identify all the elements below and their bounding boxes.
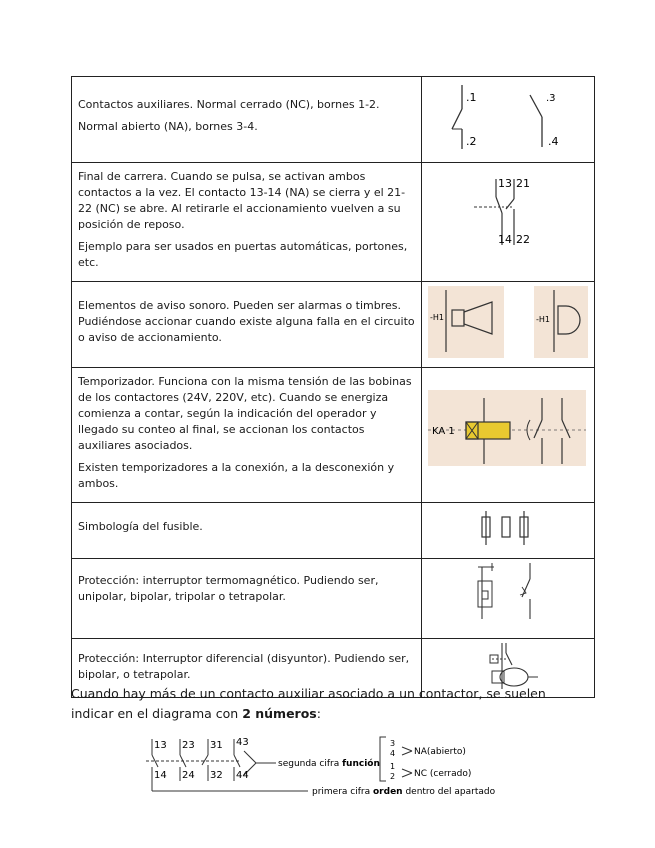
- auxiliary-contacts-symbol: [422, 77, 594, 162]
- first-digit-label: primera cifra: [312, 787, 373, 797]
- num-14: 14: [154, 770, 167, 781]
- description-cell: [72, 163, 422, 282]
- limit-switch-symbol: [422, 163, 594, 277]
- num-31: 31: [210, 740, 223, 751]
- row7-para1: Protección: Interruptor diferencial (disyuntor). Pudiendo ser, bipolar, o tetrapolar.: [78, 652, 410, 681]
- symbol-cell: [422, 282, 595, 368]
- fuse-symbol: [422, 503, 594, 558]
- table-row: [72, 282, 595, 368]
- table-row: [72, 77, 595, 163]
- symbol-table: [71, 76, 595, 698]
- timer-symbol: [422, 368, 594, 496]
- num-13: 13: [154, 740, 167, 751]
- description-cell: [72, 503, 422, 559]
- contact-numbering-intro: [71, 684, 581, 724]
- row2-para2: Ejemplo para ser usados en puertas automáticas, portones, etc.: [78, 240, 408, 269]
- row1-para2: Normal abierto (NA), bornes 3-4.: [78, 120, 258, 133]
- label-14: 14: [498, 233, 512, 246]
- table-row: [72, 503, 595, 559]
- intro-colon: :: [316, 706, 321, 721]
- num-44: 44: [236, 770, 249, 781]
- svg-text:segunda cifra función: [278, 758, 380, 769]
- symbol-cell: [422, 559, 595, 639]
- symbol-cell: [422, 163, 595, 282]
- description-cell: [72, 282, 422, 368]
- description-cell: [72, 77, 422, 163]
- num-23: 23: [182, 740, 195, 751]
- symbol-cell: [422, 77, 595, 163]
- thermomagnetic-breaker-symbol: [422, 559, 594, 638]
- contact-numbering-diagram: [140, 733, 520, 803]
- label-h1-horn: -H1: [430, 313, 444, 322]
- sound-alarm-symbols: [422, 282, 594, 367]
- label-nc-1: .1: [466, 91, 477, 104]
- label-na-4: .4: [548, 135, 559, 148]
- symbol-cell: [422, 503, 595, 559]
- label-ka1: KA 1: [432, 426, 455, 437]
- row4-para2: Existen temporizadores a la conexión, a la desconexión y ambos.: [78, 461, 395, 490]
- na-num-3: 3: [390, 739, 396, 748]
- intro-bold: 2 números: [242, 706, 317, 721]
- first-digit-bold: orden: [373, 787, 403, 797]
- table-row: [72, 368, 595, 503]
- row3-para1: Elementos de aviso sonoro. Pueden ser alarmas o timbres. Pudiéndose accionar cuando existe alguna falla en el circuito o aviso de accionamiento.: [78, 299, 415, 344]
- row5-para1: Simbología del fusible.: [78, 520, 203, 533]
- label-13: 13: [498, 177, 512, 190]
- label-h1-bell: -H1: [536, 315, 550, 324]
- label-na-3: .3: [546, 93, 556, 104]
- row1-para1: Contactos auxiliares. Normal cerrado (NC), bornes 1-2.: [78, 98, 380, 111]
- description-cell: [72, 368, 422, 503]
- na-num-4: 4: [390, 749, 396, 758]
- label-nc-2: .2: [466, 135, 477, 148]
- second-digit-bold: función: [342, 759, 380, 769]
- row6-para1: Protección: interruptor termomagnético. Pudiendo ser, unipolar, bipolar, tripolar o tetrapolar.: [78, 574, 379, 603]
- num-32: 32: [210, 770, 223, 781]
- second-digit-label: segunda cifra: [278, 759, 343, 769]
- num-43: 43: [236, 737, 249, 748]
- row2-para1: Final de carrera. Cuando se pulsa, se activan ambos contactos a la vez. El contacto 13-14 (NA) se cierra y el 21-22 (NC) se abre. Al retirarle el accionamiento vuelven a su posición de reposo.: [78, 170, 406, 231]
- intro-text: Cuando hay más de un contacto auxiliar asociado a un contactor, se suelen indicar en el diagrama con: [71, 686, 546, 721]
- nc-label: NC (cerrado): [414, 769, 472, 779]
- num-24: 24: [182, 770, 195, 781]
- symbol-cell: [422, 368, 595, 503]
- svg-text:primera cifra orden dentro del: [312, 787, 496, 797]
- description-cell: [72, 559, 422, 639]
- row4-para1: Temporizador. Funciona con la misma tensión de las bobinas de los contactores (24V, 220V, etc). Cuando se energiza comienza a contar, según la indicación del operador y llegado su conteo al final, se accionan los contactos auxiliares asociados.: [78, 375, 412, 452]
- table-row: [72, 559, 595, 639]
- table-row: [72, 163, 595, 282]
- first-digit-rest: dentro del apartado: [402, 787, 496, 797]
- nc-num-1: 1: [390, 762, 396, 771]
- na-label: NA(abierto): [414, 747, 466, 757]
- label-21: 21: [516, 177, 530, 190]
- label-22: 22: [516, 233, 530, 246]
- nc-num-2: 2: [390, 772, 396, 781]
